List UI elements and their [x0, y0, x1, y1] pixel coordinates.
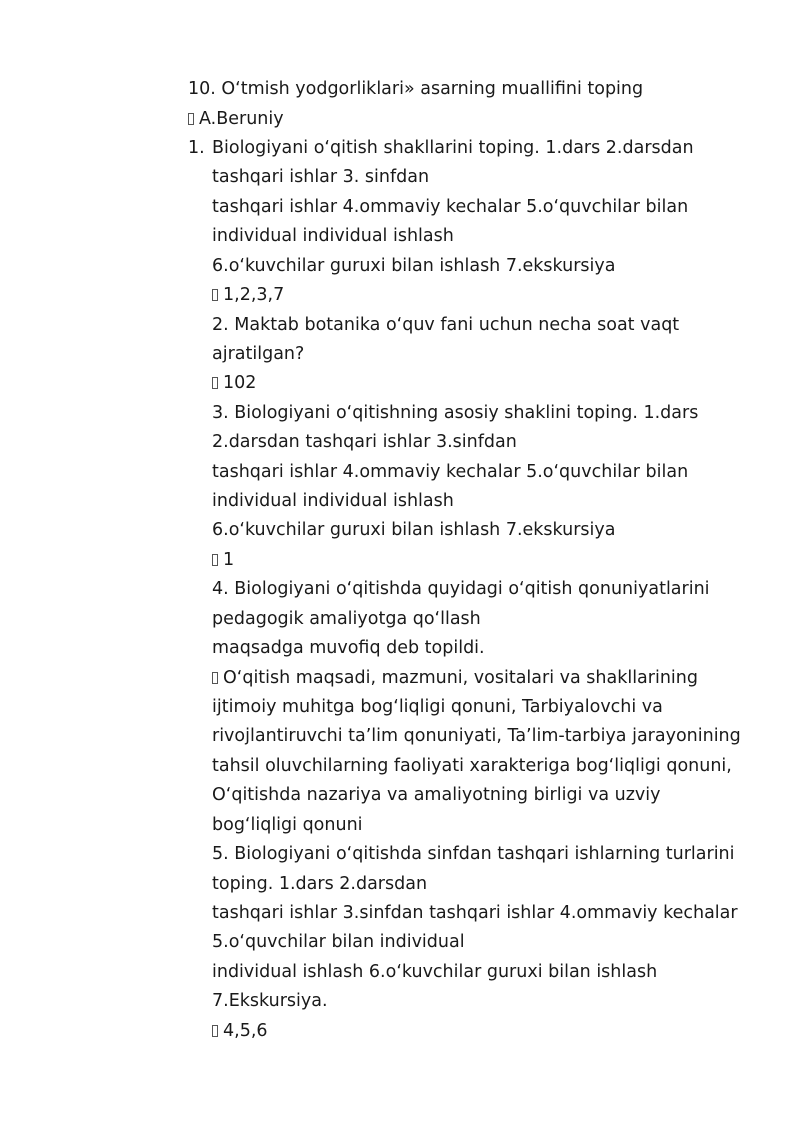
question-3-text-c: tashqari ishlar 4.ommaviy kechalar 5.o‘quvchilar bilan: [212, 462, 689, 482]
question-10-text: 10. O‘tmish yodgorliklari» asarning muallifini toping: [188, 79, 644, 99]
question-4-text-a: 4. Biologiyani o‘qitishda quyidagi o‘qitish qonuniyatlarini: [212, 579, 710, 599]
answer-10: [188, 108, 284, 130]
answer-4: [212, 667, 698, 689]
question-3-text-e: 6.o‘kuvchilar guruxi bilan ishlash 7.ekskursiya: [212, 520, 616, 540]
question-1-text-e: 6.o‘kuvchilar guruxi bilan ishlash 7.ekskursiya: [212, 256, 616, 276]
answer-5-text: 4,5,6: [223, 1021, 268, 1041]
answer-4-text-d: tahsil oluvchilarning faoliyati xarakteriga bog‘liqligi qonuni,: [212, 756, 732, 776]
answer-2: [212, 372, 256, 394]
question-2-text-a: 2. Maktab botanika o‘quv fani uchun necha soat vaqt: [212, 315, 680, 335]
question-2-text-b: ajratilgan?: [212, 344, 305, 364]
answer-1-text: 1,2,3,7: [223, 285, 285, 305]
question-1-first-line: [188, 137, 694, 159]
question-3-text-b: 2.darsdan tashqari ishlar 3.sinfdan: [212, 432, 517, 452]
missing-glyph-icon: [212, 554, 218, 566]
question-3-text-a: 3. Biologiyani o‘qitishning asosiy shaklini toping. 1.dars: [212, 403, 699, 423]
missing-glyph-icon: [212, 289, 218, 301]
question-5-text-d: 5.o‘quvchilar bilan individual: [212, 932, 465, 952]
question-1-text-d: individual individual ishlash: [212, 226, 454, 246]
answer-1: [212, 284, 284, 306]
answer-10-text: A.Beruniy: [199, 109, 284, 129]
question-4-text-c: maqsadga muvofiq deb topildi.: [212, 638, 485, 658]
answer-4-text-a: O‘qitish maqsadi, mazmuni, vositalari va shakllarining: [223, 668, 698, 688]
missing-glyph-icon: [212, 672, 218, 684]
question-1-text-a: Biologiyani o‘qitish shakllarini toping. 1.dars 2.darsdan: [212, 138, 694, 158]
answer-4-text-f: bog‘liqligi qonuni: [212, 815, 363, 835]
question-1-text-b: tashqari ishlar 3. sinfdan: [212, 167, 430, 187]
question-3-text-d: individual individual ishlash: [212, 491, 454, 511]
question-5-text-e: individual ishlash 6.o‘kuvchilar guruxi bilan ishlash: [212, 962, 658, 982]
question-1-text-c: tashqari ishlar 4.ommaviy kechalar 5.o‘quvchilar bilan: [212, 197, 689, 217]
answer-3-text: 1: [223, 550, 235, 570]
answer-4-text-b: ijtimoiy muhitga bog‘liqligi qonuni, Tarbiyalovchi va: [212, 697, 663, 717]
answer-3: [212, 549, 234, 571]
question-5-text-c: tashqari ishlar 3.sinfdan tashqari ishlar 4.ommaviy kechalar: [212, 903, 738, 923]
answer-4-text-c: rivojlantiruvchi ta’lim qonuniyati, Ta’lim-tarbiya jarayonining: [212, 726, 741, 746]
missing-glyph-icon: [212, 1025, 218, 1037]
answer-5: [212, 1020, 268, 1042]
answer-2-text: 102: [223, 373, 257, 393]
question-1-number: 1.: [188, 138, 205, 158]
missing-glyph-icon: [212, 377, 218, 389]
question-4-text-b: pedagogik amaliyotga qo‘llash: [212, 609, 481, 629]
question-5-text-b: toping. 1.dars 2.darsdan: [212, 874, 428, 894]
answer-4-text-e: O‘qitishda nazariya va amaliyotning birligi va uzviy: [212, 785, 661, 805]
question-5-text-f: 7.Ekskursiya.: [212, 991, 328, 1011]
missing-glyph-icon: [188, 113, 194, 125]
question-5-text-a: 5. Biologiyani o‘qitishda sinfdan tashqari ishlarning turlarini: [212, 844, 735, 864]
